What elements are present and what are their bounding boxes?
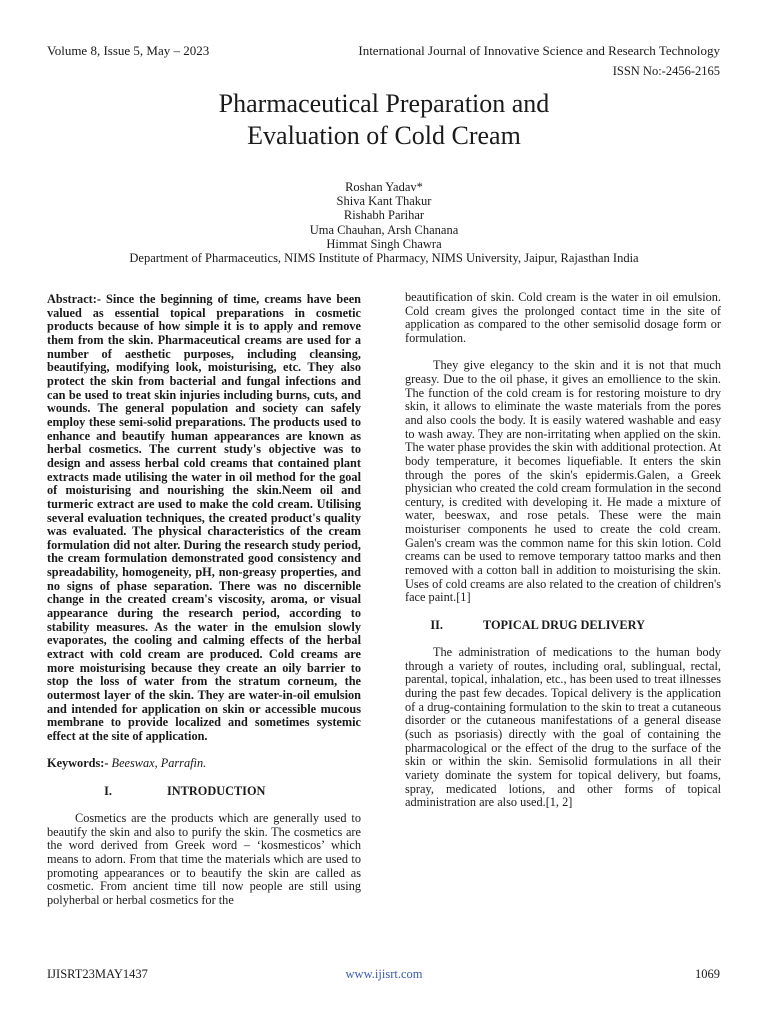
title-line-2: Evaluation of Cold Cream <box>247 121 521 150</box>
section-number: II. <box>430 617 443 632</box>
keywords-value: Beeswax, Parrafin. <box>108 756 207 771</box>
section-heading-introduction <box>47 785 361 799</box>
affiliation: Department of Pharmaceutics, NIMS Institute of Pharmacy, NIMS University, Jaipur, Rajasthan India <box>129 251 639 266</box>
right-column <box>405 291 721 810</box>
body-paragraph: beautification of skin. Cold cream is the water in oil emulsion. Cold cream gives the prolonged contact time in the site of application as compared to the other semisolid dosage form or formulation. <box>405 290 721 345</box>
section-number: I. <box>104 783 112 798</box>
author-name: Shiva Kant Thakur <box>336 194 432 209</box>
left-column <box>47 293 361 907</box>
section-title: INTRODUCTION <box>167 783 266 798</box>
header-volume: Volume 8, Issue 5, May – 2023 <box>47 43 210 58</box>
paper-title <box>0 88 768 152</box>
header-journal: International Journal of Innovative Science and Research Technology <box>358 43 720 58</box>
footer-paper-id: IJISRT23MAY1437 <box>47 967 148 981</box>
section-title: TOPICAL DRUG DELIVERY <box>483 617 645 632</box>
author-name: Uma Chauhan, Arsh Chanana <box>309 222 459 237</box>
body-paragraph: The administration of medications to the human body through a variety of routes, including oral, sublingual, rectal, parental, topical, inhalation, etc., has been used to treat illnesses during the past few decades. Topical delivery is the application of a drug-containing formulation to the skin to treat a cutaneous disorder or the cutaneous manifestations of a general disease (such as psoriasis) directly with the goal of containing the pharmacological or the effect of the drug to the surface of the skin or within the skin. Semisolid formulations in all their variety dominate the system for topical delivery, but foams, spray, medicated lotions, and other forms of topical administration are also used.[1, 2] <box>405 645 721 810</box>
header-issn: ISSN No:-2456-2165 <box>612 64 720 78</box>
footer-page-number: 1069 <box>695 967 720 981</box>
author-name: Rishabh Parihar <box>343 208 425 223</box>
section-heading-topical <box>405 619 721 633</box>
title-line-1: Pharmaceutical Preparation and <box>218 89 550 118</box>
keywords-label: Keywords:- <box>47 756 109 771</box>
author-block <box>0 180 768 265</box>
footer-url[interactable]: www.ijisrt.com <box>345 967 423 981</box>
abstract: Abstract:- Since the beginning of time, creams have been valued as essential topical preparations in cosmetic products because of how simple it is to apply and remove them from the skin. Pharmaceutical creams are used for a number of aesthetic purposes, including cleansing, beautifying, modifying look, moisturising, etc. They also protect the skin from bacterial and fungal infections and can be used to treat skin injuries including burns, cuts, and wounds. The general population and society can safely employ these semi-solid preparations. The products used to enhance and beautify human appearances are known as herbal cosmetics. The current study's objective was to design and assess herbal cold creams that contained plant extracts made utilising the water in oil method for the goal of moisturising and nourishing the skin.Neem oil and turmeric extract are used to make the cold cream. Utilising several evaluation techniques, the created product's quality was evaluated. The physical characteristics of the cream formulation did not alter. During the research study period, the cream formulation demonstrated good consistency and spreadability, homogeneity, pH, non-greasy properties, and no signs of phase separation. There was no discernible change in the created cream's viscosity, aroma, or visual appearance during the research period, according to stability measures. As the water in the emulsion slowly evaporates, the cooling and calming effects of the herbal extract with cold cream are produced. Cold creams are more moisturising because they create an oily barrier to stop the loss of water from the stratum corneum, the outermost layer of the skin. They are water-in-oil emulsion and intended for application on skin or accessible mucous membrane to provide localized and sometimes systemic effect at the site of application. <box>47 292 361 743</box>
keywords <box>47 757 361 771</box>
body-paragraph: They give elegancy to the skin and it is not that much greasy. Due to the oil phase, it gives an emollience to the skin. The function of the cold cream is for restoring moisture to dry skin, it allows to eliminate the waste materials from the pores and also cools the body. It is easily watered washable and easy to wash away. They are non-irritating when applied on the skin. The water phase provides the skin with additional protection. At body temperature, it becomes liquefiable. It enters the skin through the pores of the skin's epidermis.Galen, a Greek physician who created the cold cream formulation in the second century, is credited with developing it. He made a mixture of water, beeswax, and rose petals. These were the main moisturiser components he used to create the cold cream. Galen's cream was the common name for this skin lotion. Cold creams can be used to remove temporary tattoo marks and then removed with a cotton ball in addition to moisturising the skin. Uses of cold creams are also related to the creation of children's face paint.[1] <box>405 358 721 605</box>
author-name: Roshan Yadav* <box>345 180 423 194</box>
author-name: Himmat Singh Chawra <box>326 236 442 251</box>
intro-paragraph: Cosmetics are the products which are generally used to beautify the skin and also to purify the skin. The cosmetics are the word derived from Greek word – ‘kosmesticos’ which means to adorn. From that time the materials which are used to promoting appearances or to beautify the skin are called as cosmetic. From ancient time till now people are still using polyherbal or herbal cosmetics for the <box>47 810 361 907</box>
